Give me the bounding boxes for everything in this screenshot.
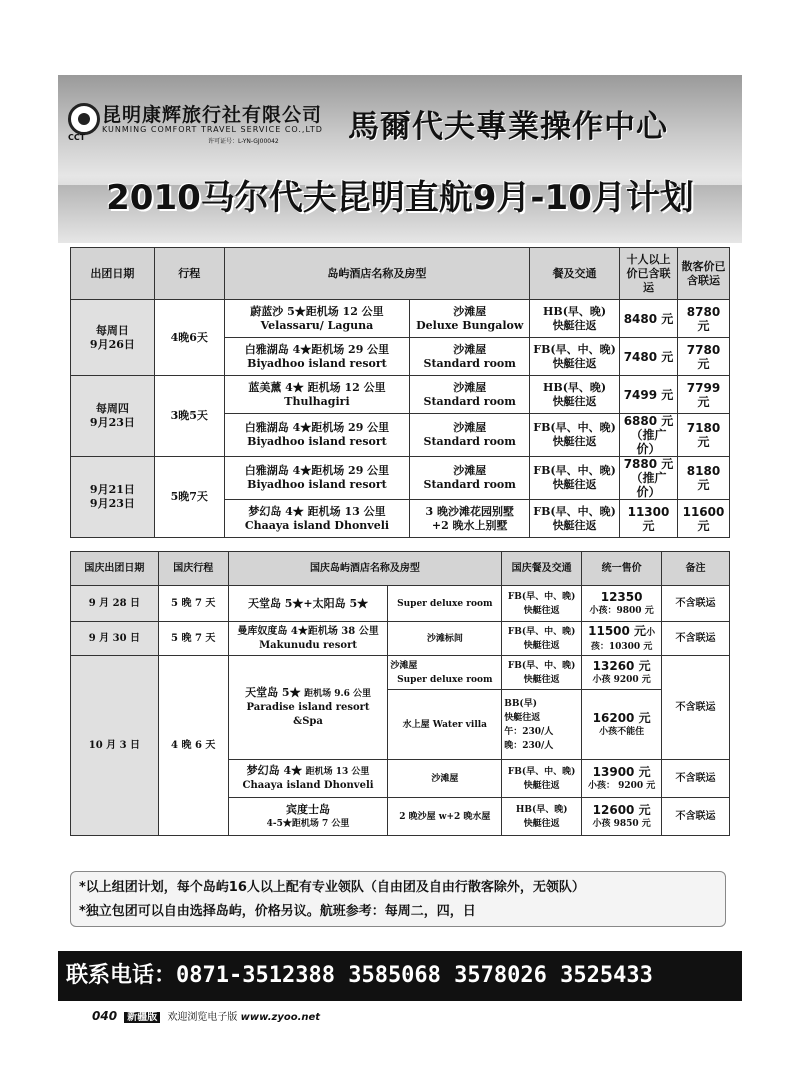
date-cell: 9 月 28 日 (71, 586, 159, 622)
center-title: 馬爾代夫專業操作中心 (348, 109, 668, 145)
hotel-name-en: Paradise island resort &Spa (246, 702, 370, 727)
col-date: 国庆出团日期 (71, 552, 159, 586)
note-cell: 不含联运 (662, 586, 730, 622)
room-cell: 水上屋 Water villa (388, 690, 502, 760)
hotel-name: 白雅湖岛 4★距机场 29 公里 (244, 421, 390, 434)
price-value: 6880 元 (623, 414, 674, 428)
price-value: 16200 元 (592, 710, 651, 725)
trip-cell: 5晚7天 (154, 457, 224, 538)
trip-cell: 4晚6天 (154, 300, 224, 376)
schedule-table (70, 247, 730, 538)
kid-price: 小孩： 9200 元 (587, 780, 656, 791)
price-value: 13260 元 (592, 658, 651, 673)
hotel-cell: 天堂岛 5★+太阳岛 5★ (228, 586, 388, 622)
room-type: 沙滩屋 (390, 660, 418, 671)
company-name-en: KUNMING COMFORT TRAVEL SERVICE CO.,LTD (102, 125, 323, 134)
col-trip: 国庆行程 (158, 552, 228, 586)
price-value: 11500 元 (588, 623, 647, 638)
kid-price: 孩：10300 元 (590, 641, 653, 652)
room-type: 沙滩屋 (453, 304, 487, 318)
footer (92, 1008, 320, 1023)
date-cell: 9 月 30 日 (71, 622, 159, 656)
col-meal: 餐及交通 (530, 248, 620, 300)
price-cell (582, 760, 662, 798)
header-banner (58, 75, 742, 243)
meal-cell (502, 586, 582, 622)
trip-cell: 5 晚 7 天 (158, 622, 228, 656)
price-value: 12600 元 (592, 802, 651, 817)
company-name: 昆明康辉旅行社有限公司 (102, 104, 323, 126)
date-cell: 每周四 9月23日 (71, 376, 155, 457)
contact-bar (58, 951, 742, 1001)
meal-plan: FB(早、中、晚) (533, 342, 616, 356)
meal-cell (530, 376, 620, 414)
hotel-cell (224, 376, 410, 414)
col-hotel: 国庆岛屿酒店名称及房型 (228, 552, 502, 586)
meal-plan: FB(早、中、晚) (507, 766, 576, 777)
room-cell (410, 376, 530, 414)
col-meal: 国庆餐及交通 (502, 552, 582, 586)
kid-price: 小孩 9200 元 (592, 674, 651, 685)
kid-price: 小孩：9800 元 (589, 605, 654, 616)
single-price: 11600 元 (677, 500, 729, 538)
room-cell (410, 338, 530, 376)
meal-cell (530, 338, 620, 376)
price-value: 7880 元 (623, 457, 674, 471)
transfer: 快艇往返 (523, 674, 560, 685)
room-type-en: Deluxe Bungalow (416, 318, 524, 332)
price-cell (582, 798, 662, 836)
table-header (71, 248, 730, 300)
hotel-cell (228, 656, 388, 760)
table-row (71, 300, 730, 338)
room-type-en: Super deluxe room (397, 674, 493, 685)
price-value: 13900 元 (592, 764, 651, 779)
single-price: 7799 元 (677, 376, 729, 414)
hotel-name: 梦幻岛 4★ 距机场 13 公里 (248, 504, 386, 518)
footer-url[interactable]: www.zyoo.net (240, 1012, 321, 1023)
kid-price: 小孩不能住 (599, 726, 645, 737)
logo-abbr: CCT (68, 133, 86, 142)
hotel-name-en: Chaaya island Dhonveli (244, 518, 390, 532)
date-cell: 9月21日 9月23日 (71, 457, 155, 538)
hotel-distance: 4-5★距机场 7 公里 (266, 818, 350, 829)
hotel-name-en: Makunudu resort (259, 639, 357, 651)
meal-cell (530, 414, 620, 457)
transfer: 快艇往返 (523, 640, 560, 651)
room-cell (388, 656, 502, 690)
col-price: 统一售价 (582, 552, 662, 586)
room-type: 沙滩屋 (453, 421, 487, 434)
group-price: 8480 元 (620, 300, 678, 338)
date-cell: 每周日 9月26日 (71, 300, 155, 376)
hotel-name-en: Chaaya island Dhonveli (242, 780, 374, 791)
meal-cell (530, 457, 620, 500)
col-date: 出团日期 (71, 248, 155, 300)
group-price (620, 414, 678, 457)
transfer: 快艇往返 (523, 780, 560, 791)
room-cell: Super deluxe room (388, 586, 502, 622)
meal-cell (530, 300, 620, 338)
price-cell (582, 622, 662, 656)
note-cell: 不含联运 (662, 798, 730, 836)
hotel-name: 天堂岛 5★ (245, 686, 301, 699)
note-cell: 不含联运 (662, 656, 730, 760)
notes-box (70, 871, 726, 927)
col-note: 备注 (662, 552, 730, 586)
hotel-name: 曼库奴度岛 4★距机场 38 公里 (237, 625, 379, 637)
note-line: *以上组团计划，每个岛屿16人以上配有专业领队（自由团及自由行散客除外，无领队） (79, 880, 585, 895)
meal-plan: HB(早、晚) (543, 380, 607, 394)
hotel-cell (224, 457, 410, 500)
hotel-name: 白雅湖岛 4★距机场 29 公里 (244, 342, 390, 356)
hotel-name-en: Thulhagiri (284, 394, 350, 408)
date-cell: 10 月 3 日 (71, 656, 159, 836)
main-title: 2010马尔代夫昆明直航9月-10月计划 (106, 178, 694, 218)
room-type: 沙滩屋 (453, 342, 487, 356)
meal-plan: FB(早、中、晚) (533, 464, 616, 477)
single-price: 7180 元 (677, 414, 729, 457)
hotel-cell (224, 300, 410, 338)
note-line: *独立包团可以自由选择岛屿，价格另议。航班参考：每周二，四，日 (79, 904, 476, 919)
col-group-price: 十人以上价已含联运 (620, 248, 678, 300)
contact-phones: 0871-3512388 3585068 3578026 3525433 (176, 963, 653, 988)
room-cell: 沙滩屋 (388, 760, 502, 798)
transfer: 快艇往返 (552, 478, 597, 491)
company-logo-icon (68, 103, 100, 135)
table-header (71, 552, 730, 586)
lunch-price: 午：230/人 (504, 726, 554, 737)
room-type-en: Standard room (423, 394, 516, 408)
room-cell (410, 414, 530, 457)
col-single-price: 散客价已含联运 (677, 248, 729, 300)
price-cell (582, 586, 662, 622)
meal-plan: FB(早、中、晚) (507, 660, 576, 671)
page-number: 040 (92, 1009, 118, 1023)
meal-cell (530, 500, 620, 538)
hotel-name: 白雅湖岛 4★距机场 29 公里 (244, 464, 390, 477)
room-type-en: +2 晚水上别墅 (431, 518, 508, 532)
dinner-price: 晚：230/人 (504, 740, 554, 751)
trip-cell: 4 晚 6 天 (158, 656, 228, 836)
group-price: 7499 元 (620, 376, 678, 414)
col-hotel: 岛屿酒店名称及房型 (224, 248, 529, 300)
hotel-cell (228, 760, 388, 798)
hotel-name-en: Biyadhoo island resort (247, 356, 387, 370)
hotel-name-en: Biyadhoo island resort (247, 435, 387, 448)
single-price: 7780 元 (677, 338, 729, 376)
transfer: 快艇往返 (552, 394, 597, 408)
note-cell: 不含联运 (662, 622, 730, 656)
room-cell (410, 500, 530, 538)
price-cell (582, 690, 662, 760)
transfer: 快艇往返 (552, 435, 597, 448)
transfer: 快艇往返 (552, 356, 597, 370)
trip-cell: 5 晚 7 天 (158, 586, 228, 622)
kid-label: 小 (646, 627, 656, 638)
room-cell (410, 457, 530, 500)
license-number: 许可证号：L-YN-GJ00042 (208, 138, 279, 145)
hotel-distance: 距机场 13 公里 (305, 767, 370, 777)
group-price: 11300 元 (620, 500, 678, 538)
hotel-distance: 距机场 9.6 公里 (304, 689, 371, 699)
hotel-cell (224, 414, 410, 457)
edition-badge: 新疆版 (124, 1012, 160, 1023)
hotel-name-en: Velassaru/ Laguna (260, 318, 374, 332)
transfer: 快艇往返 (552, 318, 597, 332)
hotel-name: 宾度士岛 (286, 802, 331, 816)
hotel-name: 蓝美薰 4★ 距机场 12 公里 (248, 380, 386, 394)
note-cell: 不含联运 (662, 760, 730, 798)
transfer: 快艇往返 (504, 712, 541, 723)
table-row (71, 656, 730, 690)
meal-cell (502, 760, 582, 798)
price-cell (582, 656, 662, 690)
table-row (71, 586, 730, 622)
meal-cell (502, 656, 582, 690)
hotel-name: 蔚蓝沙 5★距机场 12 公里 (250, 304, 384, 318)
meal-plan: HB(早、晚) (543, 304, 607, 318)
table-row (71, 622, 730, 656)
meal-cell (502, 622, 582, 656)
table-row (71, 457, 730, 500)
hotel-cell (228, 622, 388, 656)
promo-label: （推广价） (630, 428, 667, 456)
table-row (71, 376, 730, 414)
meal-cell (502, 690, 582, 760)
group-price: 7480 元 (620, 338, 678, 376)
transfer: 快艇往返 (523, 605, 560, 616)
kid-price: 小孩 9850 元 (592, 818, 651, 829)
single-price: 8780 元 (677, 300, 729, 338)
room-type: 沙滩屋 (453, 464, 487, 477)
hotel-cell (228, 798, 388, 836)
meal-plan: FB(早、中、晚) (507, 591, 576, 602)
room-type-en: Standard room (423, 435, 516, 448)
room-cell: 2 晚沙屋 w+2 晚水屋 (388, 798, 502, 836)
meal-plan: FB(早、中、晚) (507, 626, 576, 637)
meal-plan: FB(早、中、晚) (533, 421, 616, 434)
single-price: 8180 元 (677, 457, 729, 500)
hotel-name-en: Biyadhoo island resort (247, 478, 387, 491)
trip-cell: 3晚5天 (154, 376, 224, 457)
meal-plan: BB(早) (504, 698, 537, 709)
col-trip: 行程 (154, 248, 224, 300)
transfer: 快艇往返 (552, 518, 597, 532)
national-day-table (70, 551, 730, 836)
price-value: 12350 (600, 589, 643, 604)
group-price (620, 457, 678, 500)
room-type-en: Standard room (423, 478, 516, 491)
meal-cell (502, 798, 582, 836)
meal-plan: FB(早、中、晚) (533, 504, 616, 518)
hotel-name: 梦幻岛 4★ (246, 764, 303, 777)
contact-label: 联系电话： (66, 963, 177, 988)
transfer: 快艇往返 (523, 818, 560, 829)
room-cell: 沙滩标间 (388, 622, 502, 656)
footer-text: 欢迎浏览电子版 (167, 1012, 238, 1023)
hotel-cell (224, 338, 410, 376)
room-type: 3 晚沙滩花园别墅 (425, 504, 514, 518)
room-type-en: Standard room (423, 356, 516, 370)
hotel-cell (224, 500, 410, 538)
meal-plan: HB(早、晚) (515, 804, 568, 815)
room-cell (410, 300, 530, 338)
room-type: 沙滩屋 (453, 380, 487, 394)
promo-label: （推广价） (630, 471, 667, 499)
page (58, 75, 742, 1005)
